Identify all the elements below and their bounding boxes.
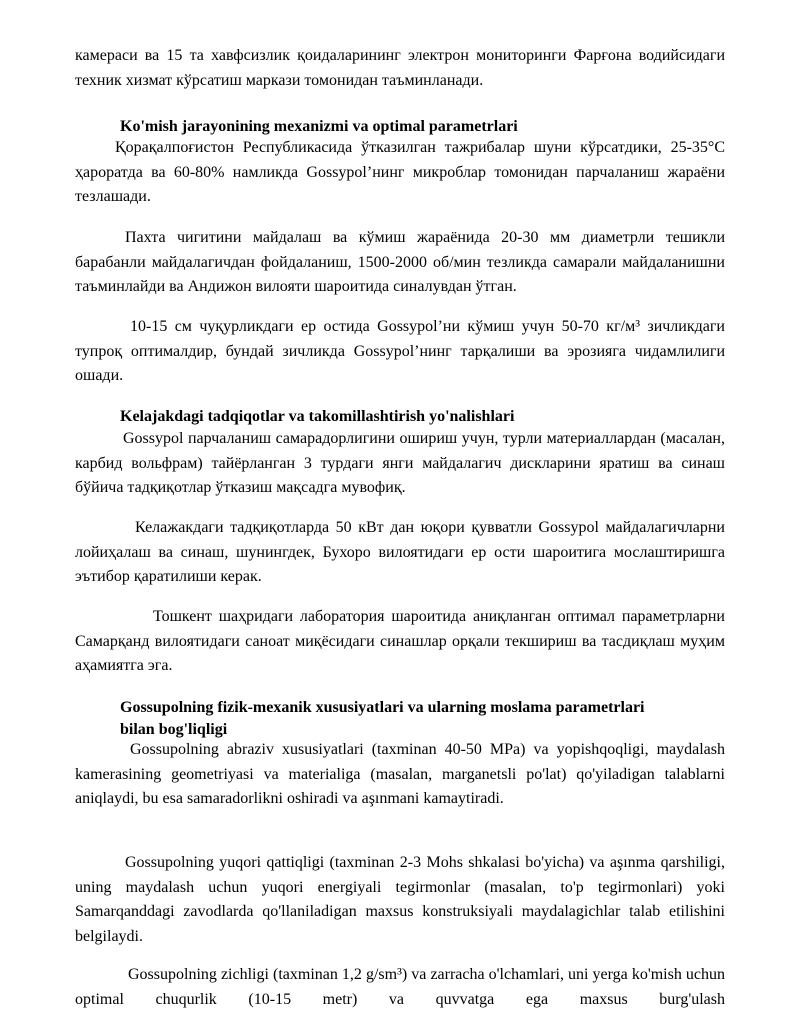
section3-heading-line-2: bilan bog'liqligi: [120, 721, 228, 738]
section3-heading-line-1: Gossupolning fizik-mexanik xususiyatlari va ularning moslama parametrlari: [120, 699, 645, 716]
section3-paragraph-1: Gossupolning abraziv xususiyatlari (taxminan 40-50 MPa) va yopishqoqligi, maydalash kamerasining geometriyasi va materialiga (masalan, marganetsli po'lat) qo'yiladigan talablarni aniqlaydi, bu esa samaradorlikni oshiradi va aşınmani kamaytiradi.: [75, 741, 725, 807]
section3-paragraph-3: Gossupolning zichligi (taxminan 1,2 g/sm³) va zarracha o'lchamlari, uni yerga ko'mish uchun optimal chuqurlik (10-15 metr) va quvvatga ega maxsus burg'ulash: [75, 966, 725, 1008]
section1-paragraph-1: Қорақалпоғистон Республикасида ўтказилган тажрибалар шуни кўрсатдики, 25-35°C ҳароратда ва 60-80% намликда Gossypol’нинг микроблар томонидан парчаланиш жараёни тезлашади.: [75, 139, 725, 205]
section2-paragraph-3: Тошкент шаҳридаги лаборатория шароитида аниқланган оптимал параметрларни Самарқанд вилоятидаги саноат миқёсидаги синашлар орқали текшириш ва тасдиқлаш муҳим аҳамиятга эга.: [75, 608, 725, 674]
section1-paragraph-3: 10-15 см чуқурликдаги ер остида Gossypol’ни кўмиш учун 50-70 кг/м³ зичликдаги тупроқ оптималдир, бундай зичликда Gossypol’нинг тарқалиши ва эрозияга чидамлилиги ошади.: [75, 318, 725, 384]
top-paragraph: камераси ва 15 та хавфсизлик қоидаларининг электрон мониторинги Фарғона водийсидаги техник хизмат кўрсатиш маркази томонидан таъминланади.: [75, 47, 725, 89]
section2-paragraph-1: Gossypol парчаланиш самарадорлигини ошириш учун, турли материаллардан (масалан, карбид вольфрам) тайёрланган 3 турдаги янги майдалагич дискларини яратиш ва синаш бўйича тадқиқотлар ўтказиш мақсадга мувофиқ.: [75, 430, 725, 496]
section1-paragraph-2: Пахта чигитини майдалаш ва кўмиш жараёнида 20-30 мм диаметрли тешикли барабанли майдалагичдан фойдаланиш, 1500-2000 об/мин тезликда самарали майдаланишни таъминлайди ва Андижон вилояти шароитида синалувдан ўтган.: [75, 229, 725, 295]
section3-paragraph-2: Gossupolning yuqori qattiqligi (taxminan 2-3 Mohs shkalasi bo'yicha) va aşınma qarshiligi, uning maydalash uchun yuqori energiyali tegirmonlar (masalan, to'p tegirmonlari) yoki Samarqanddagi zavodlarda qo'llaniladigan maxsus konstruksiyali maydalagichlar talab etilishini belgilaydi.: [75, 854, 725, 945]
section2-heading: Kelajakdagi tadqiqotlar va takomillashtirish yo'nalishlari: [120, 408, 515, 425]
section2-paragraph-2: Келажакдаги тадқиқотларда 50 кВт дан юқори қувватли Gossypol майдалагичларни лойиҳалаш ва синаш, шунингдек, Бухоро вилоятидаги ер ости шароитига мослаштиришга эътибор қаратилиши керак.: [75, 519, 725, 585]
section3-heading: [120, 697, 725, 741]
section1-heading: Ko'mish jarayonining mexanizmi va optimal parametrlari: [120, 118, 518, 135]
